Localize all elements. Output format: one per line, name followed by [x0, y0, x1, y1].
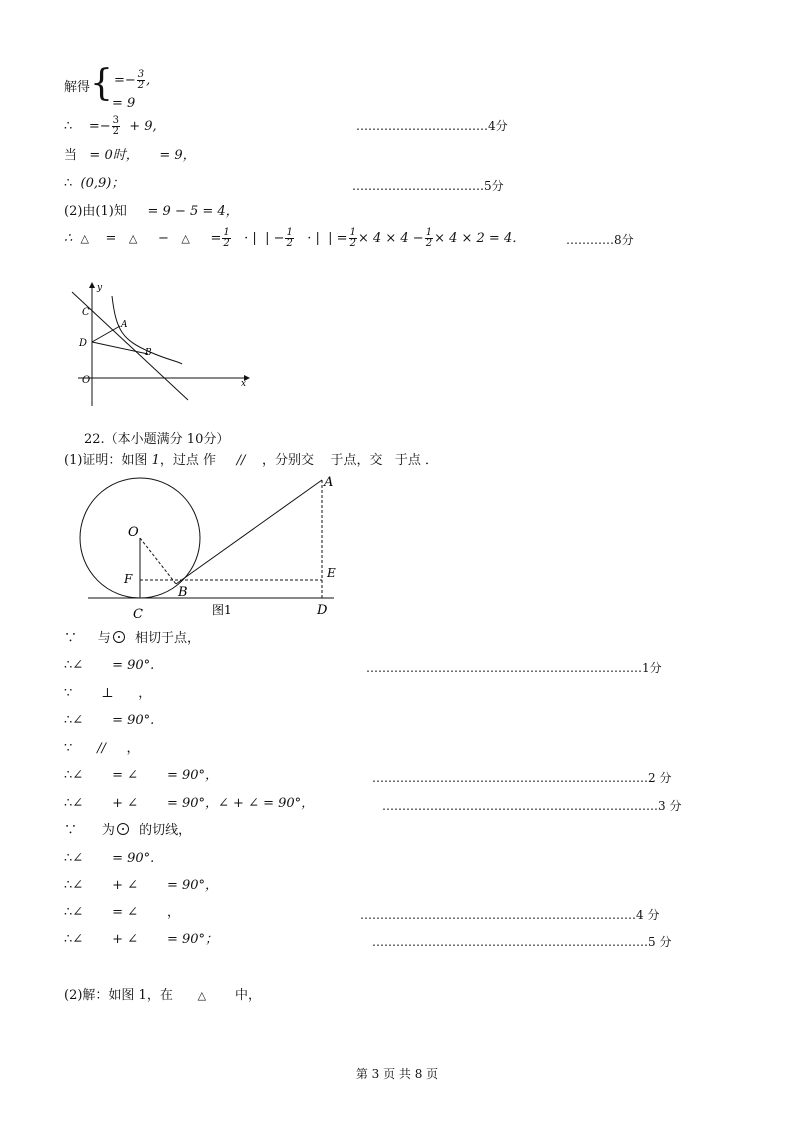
system-line-2: = 9 — [112, 96, 136, 111]
system-line-1: =− $\frac{3}{2}$ , — [114, 69, 151, 91]
proof-line-5: ∵ // ， — [64, 741, 140, 756]
score-dots-5b: ……………………………………………………………5 分 — [372, 935, 672, 949]
e-label: E — [327, 566, 336, 580]
solve-label: 解得 — [64, 80, 91, 95]
score-dots-8: …………8分 — [566, 233, 634, 247]
proof-line-12: ∴∠ + ∠ = 90°； — [64, 932, 219, 947]
circle-symbol-icon — [113, 631, 125, 643]
proof-line-3: ∵ ⊥ ， — [64, 686, 152, 701]
score-dots-4: ……………………………4分 — [356, 119, 508, 133]
o-label: O — [128, 525, 139, 540]
segment-da — [92, 326, 120, 342]
proof-line-7: ∴∠ + ∠ = 90°，∠ + ∠ = 90°， — [64, 796, 315, 811]
geometry-figure-1 — [76, 472, 346, 622]
score-dots-5: ……………………………5分 — [352, 179, 504, 193]
x-label: x — [241, 379, 247, 389]
f-label: F — [124, 572, 133, 586]
proof-line-6: ∴∠ = ∠ = 90°， — [64, 768, 219, 783]
o-label: O — [82, 375, 91, 386]
area-line: ∴ △ = △ − △ = $\frac{1}{2}$ · | | − $\frac{1}{2}$ · | | = $\frac{1}{2}$ × 4 × 4 − $\frac{1}{2}$ × 4 × 2 = 4． — [64, 227, 526, 249]
score-dots-1: ……………………………………………………………1分 — [366, 661, 662, 675]
circle-symbol-icon — [117, 823, 129, 835]
figure-caption: 图1 — [212, 603, 232, 617]
segment-ob-dashed — [140, 538, 176, 584]
proof-line-4: ∴∠ = 90°. — [64, 713, 155, 728]
part2-line: (2)解：如图 1，在 △ 中， — [64, 988, 262, 1003]
b-label: B — [145, 348, 152, 358]
y-label: y — [97, 283, 103, 293]
c-label: C — [82, 307, 90, 318]
proof-line-11: ∴∠ = ∠ ， — [64, 905, 180, 920]
score-dots-2: ……………………………………………………………2 分 — [372, 771, 672, 785]
a-label: A — [324, 475, 334, 490]
segment-ab — [176, 480, 322, 584]
b-label: B — [178, 585, 188, 600]
q22-proof-intro: (1)证明：如图 1，过点 作 // ，分别交 于点，交 于点 ． — [64, 453, 439, 468]
d-label: D — [79, 338, 88, 349]
score-dots-4b: ……………………………………………………………4 分 — [360, 908, 660, 922]
score-dots-3: ……………………………………………………………3 分 — [382, 799, 682, 813]
segment-db — [92, 342, 148, 354]
proof-line-2: ∴∠ = 90°. — [64, 658, 155, 673]
function-graph — [64, 280, 254, 410]
d-label: D — [317, 603, 328, 618]
proof-line-10: ∴∠ + ∠ = 90°， — [64, 878, 219, 893]
therefore-line-2: ∴ =− $\frac{3}{2}$ + 9, — [64, 115, 157, 137]
c-label: C — [133, 607, 143, 622]
point-line: ∴ (0,9)； — [64, 176, 125, 191]
part2-given-line: (2)由(1)知 = 9 − 5 = 4， — [64, 204, 239, 219]
proof-line-8: ∵ 为 的切线， — [64, 823, 192, 838]
when-line: 当 = 0时， = 9， — [64, 148, 196, 163]
a-label: A — [121, 320, 128, 330]
q22-heading: 22.（本小题满分 10分） — [84, 432, 230, 447]
y-axis-arrow — [89, 282, 95, 288]
fraction: $\frac{3}{2}$ — [137, 69, 145, 91]
proof-line-9: ∴∠ = 90°. — [64, 851, 155, 866]
proof-line-1: ∵ 与 相切于点， — [64, 631, 200, 646]
system-brace: { — [90, 63, 113, 104]
page-footer: 第 3 页 共 8 页 — [355, 1067, 439, 1081]
